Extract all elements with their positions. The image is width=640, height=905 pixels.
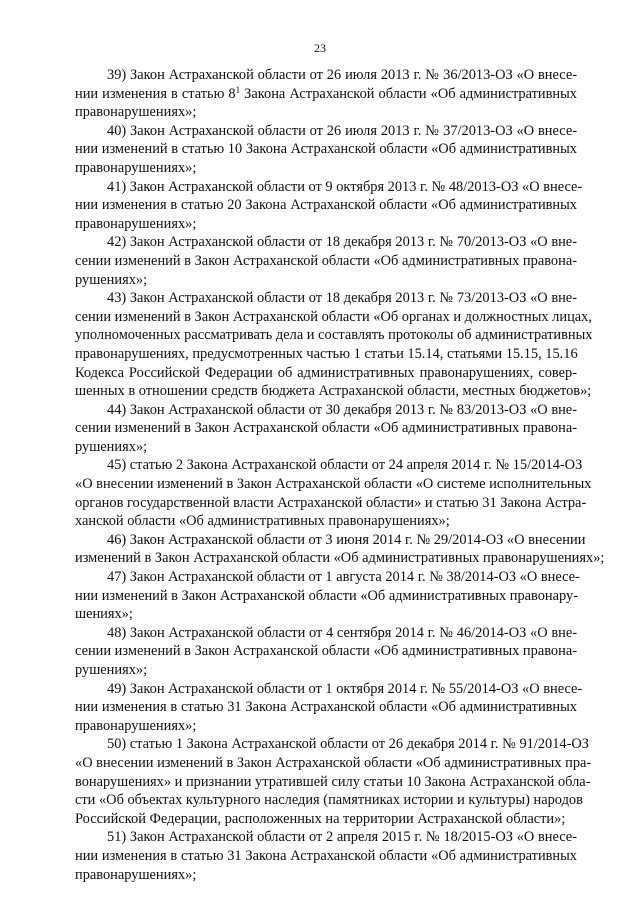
text-line: шенных в отношении средств бюджета Астраханской области, местных бюджетов»;	[75, 383, 592, 400]
list-item	[75, 828, 577, 884]
list-item	[75, 531, 605, 568]
text-line: ханской области «Об административных правонарушениях»;	[75, 513, 450, 530]
text-line: сении изменений в Закон Астраханской области «Об органах и должностных лицах,	[75, 308, 592, 325]
text-line: нии изменений в Закон Астраханской области «Об административных правонару-	[75, 587, 579, 604]
text-line: 41) Закон Астраханской области от 9 октября 2013 г. № 48/2013-ОЗ «О внесе-	[107, 178, 583, 195]
text-line: органов государственной власти Астраханской области» и статью 31 Закона Астра-	[75, 494, 587, 511]
superscript: 1	[235, 84, 241, 95]
text-line: «О внесении изменений в Закон Астраханской области «О системе исполнительных	[75, 476, 592, 493]
text-line: нии изменения в статью $8^1$ Закона Астраханской области «Об административных	[75, 84, 577, 102]
text-line: вонарушениях» и признании утратившей силу статьи 10 Закона Астраханской обла-	[75, 773, 591, 790]
text-line: нии изменения в статью 31 Закона Астраханской области «Об административных	[75, 847, 577, 864]
text-line: рушениях»;	[75, 438, 148, 455]
text-line: 51) Закон Астраханской области от 2 апреля 2015 г. № 18/2015-ОЗ «О внесе-	[107, 829, 577, 846]
text-line: 39) Закон Астраханской области от 26 июля 2013 г. № 36/2013-ОЗ «О внесе-	[107, 67, 577, 83]
text-line: «О внесении изменений в Закон Астраханской области «Об административных пра-	[75, 754, 592, 771]
text-line: 45) статью 2 Закона Астраханской области от 24 апреля 2014 г. № 15/2014-ОЗ	[107, 457, 583, 474]
text-line: правонарушениях»;	[75, 104, 197, 121]
list-item	[75, 624, 577, 680]
text-line: 44) Закон Астраханской области от 30 декабря 2013 г. № 83/2013-ОЗ «О вне-	[107, 401, 577, 418]
list-item	[75, 401, 577, 457]
text-line: рушениях»;	[75, 271, 148, 288]
list-item	[75, 122, 577, 178]
text-line: сении изменений в Закон Астраханской области «Об административных правона-	[75, 643, 577, 660]
text-line: нии изменений в статью 10 Закона Астраханской области «Об административных	[75, 141, 577, 158]
text-line: правонарушениях»;	[75, 717, 197, 734]
text-line: 50) статью 1 Закона Астраханской области от 26 декабря 2014 г. № 91/2014-ОЗ	[107, 736, 590, 753]
text-line: рушениях»;	[75, 662, 148, 678]
document-body	[75, 66, 605, 884]
list-item	[75, 568, 580, 624]
text-line: 40) Закон Астраханской области от 26 июля 2013 г. № 37/2013-ОЗ «О внесе-	[107, 122, 577, 139]
text-line: изменений в Закон Астраханской области «Об административных правонарушениях»;	[75, 550, 605, 567]
list-item	[75, 680, 583, 736]
text-line: 49) Закон Астраханской области от 1 октября 2014 г. № 55/2014-ОЗ «О внесе-	[107, 680, 583, 697]
text-line: нии изменения в статью 31 Закона Астраханской области «Об административных	[75, 699, 577, 716]
list-item	[75, 735, 592, 828]
text-line: уполномоченных рассматривать дела и составлять протоколы об административных	[75, 327, 593, 344]
text-line: 46) Закон Астраханской области от 3 июня 2014 г. № 29/2014-ОЗ «О внесении	[107, 531, 586, 548]
text-line: Российской Федерации, расположенных на территории Астраханской области»;	[75, 810, 566, 827]
text-line-rest: Закона Астраханской области «Об административных	[240, 85, 577, 102]
text-line: сении изменений в Закон Астраханской области «Об административных правона-	[75, 420, 577, 437]
text-line: 42) Закон Астраханской области от 18 декабря 2013 г. № 70/2013-ОЗ «О вне-	[107, 234, 577, 251]
list-item	[75, 178, 583, 234]
text-line: правонарушениях, предусмотренных частью 1 статьи 15.14, статьями 15.15, 15.16	[75, 345, 578, 362]
text-line: правонарушениях»;	[75, 866, 197, 883]
page-number: 23	[314, 41, 326, 55]
list-item	[75, 233, 577, 289]
text-line: сении изменений в Закон Астраханской области «Об административных правона-	[75, 252, 577, 269]
text-line: сти «Об объектах культурного наследия (памятниках истории и культуры) народов	[75, 792, 583, 809]
text-line: правонарушениях»;	[75, 159, 197, 176]
text-line: Кодекса Российской Федерации об административных правонарушениях, совер-	[75, 364, 577, 381]
text-line: 43) Закон Астраханской области от 18 декабря 2013 г. № 73/2013-ОЗ «О вне-	[107, 290, 577, 307]
text-line: нии изменения в статью 20 Закона Астраханской области «Об административных	[75, 197, 577, 214]
text-line: 47) Закон Астраханской области от 1 августа 2014 г. № 38/2014-ОЗ «О внесе-	[107, 569, 580, 586]
text-line: правонарушениях»;	[75, 215, 197, 232]
text-line: шениях»;	[75, 606, 133, 623]
list-item	[75, 456, 592, 530]
text-line: 48) Закон Астраханской области от 4 сентября 2014 г. № 46/2014-ОЗ «О вне-	[107, 624, 577, 641]
list-item	[75, 289, 593, 401]
list-item	[75, 66, 577, 122]
